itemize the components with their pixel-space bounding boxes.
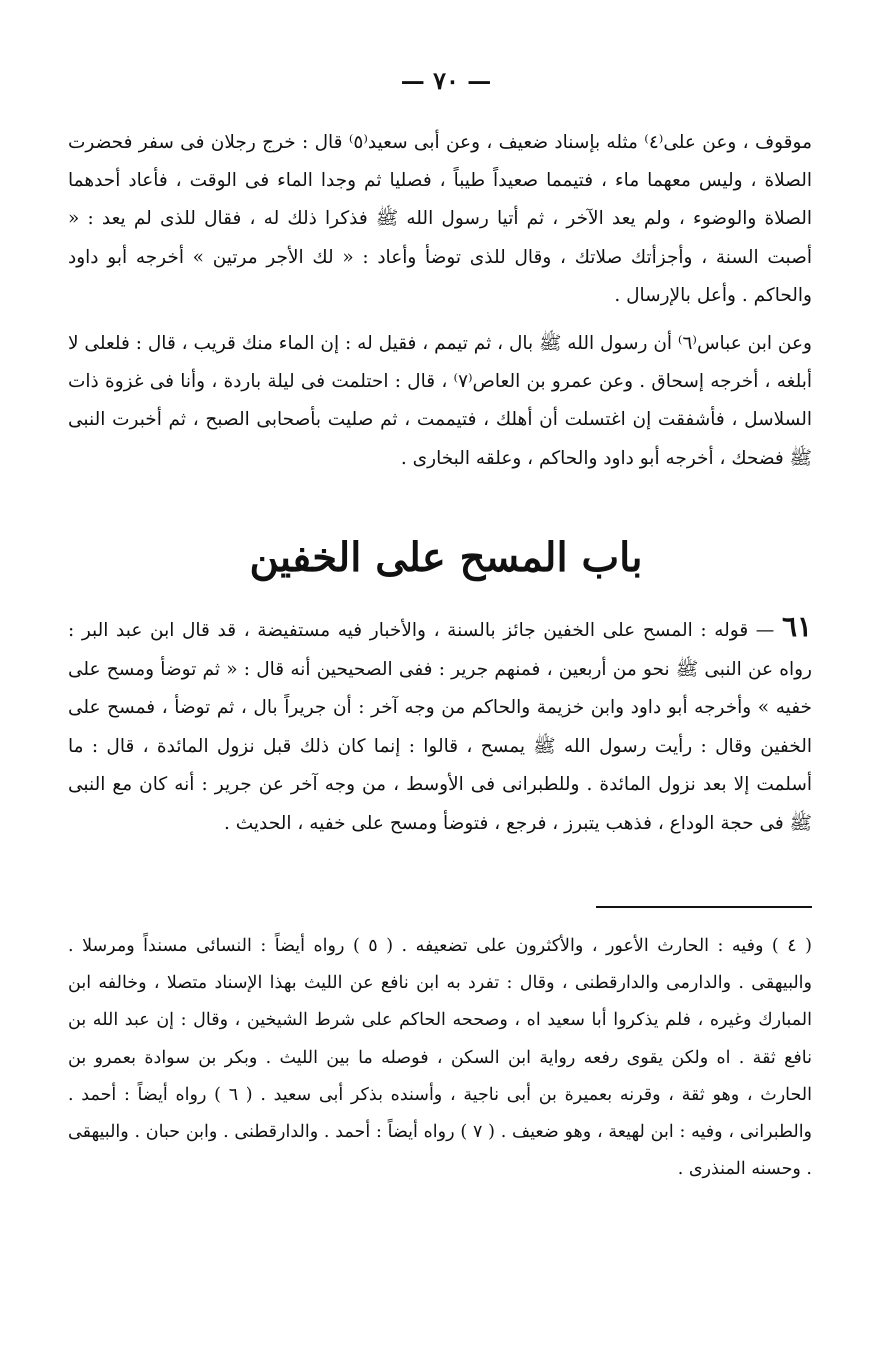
entry-paragraph	[68, 608, 812, 843]
entry-61	[68, 608, 812, 843]
paragraph: وعن ابن عباس⁽٦⁾ أن رسول الله ﷺ بال ، ثم تيمم ، فقيل له : إن الماء منك قريب ، قال : فلعلى لا أبلغه ، أخرجه إسحاق . وعن عمرو بن العاص⁽٧⁾ ، قال : احتلمت فى ليلة باردة ، وأنا فى غزوة ذات السلاسل ، فأشفقت إن اغتسلت أن أهلك ، فتيممت ، ثم صليت بأصحابى الصبح ، ثم أخبرت النبى ﷺ فضحك ، أخرجه أبو داود والحاكم ، وعلقه البخارى .	[68, 333, 813, 469]
entry-text: قوله : المسح على الخفين جائز بالسنة ، والأخبار فيه مستفيضة ، قد قال ابن عبد البر : رواه عن النبى ﷺ نحو من أربعين ، فمنهم جرير : ففى الصحيحين أنه قال : « ثم توضأ ومسح على خفيه » وأخرجه أبو داود وابن خزيمة والحاكم من وجه آخر : أن جريراً بال ، ثم توضأ ، فمسح على الخفين وقال : رأيت رسول الله ﷺ يمسح ، قالوا : إنما كان ذلك قبل نزول المائدة ، قال : ما أسلمت إلا بعد نزول المائدة . وللطبرانى فى الأوسط ، من وجه آخر عن جرير : أنه كان مع النبى ﷺ فى حجة الوداع ، فذهب يتبرز ، فرجع ، فتوضأ ومسح على خفيه ، الحديث .	[68, 620, 812, 834]
section-heading: باب المسح على الخفين	[249, 534, 643, 581]
page-number: — ٧٠ —	[400, 66, 492, 95]
paragraph: موقوف ، وعن على⁽٤⁾ مثله بإسناد ضعيف ، وعن أبى سعيد⁽٥⁾ قال : خرج رجلان فى سفر فحضرت الصلاة ، وليس معهما ماء ، فتيمما صعيداً طيباً ، فصليا ثم وجدا الماء فى الوقت ، فأعاد أحدهما الصلاة والوضوء ، ولم يعد الآخر ، ثم أتيا رسول الله ﷺ فذكرا ذلك له ، فقال للذى لم يعد : « أصبت السنة ، وأجزأتك صلاتك ، وقال للذى توضأ وأعاد : « لك الأجر مرتين » أخرجه أبو داود والحاكم . وأعل بالإرسال .	[68, 132, 812, 306]
entry-number: ٦١	[781, 610, 813, 643]
footnote-divider	[596, 906, 812, 908]
entry-dash: —	[748, 620, 782, 641]
footnotes-text: ( ٤ ) وفيه : الحارث الأعور ، والأكثرون على تضعيفه . ( ٥ ) رواه أيضاً : النسائى مسنداً ومرسلا . والبيهقى . والدارمى والدارقطنى ، وقال : تفرد به ابن نافع عن الليث بهذا الإسناد متصلا ، وخالفه ابن المبارك وغيره ، فلم يذكروا أبا سعيد اه ، وصححه الحاكم على شرط الشيخين ، وقال : إن عبد الله بن نافع ثقة . اه ولكن يقوى رفعه رواية ابن السكن ، فوصله ما بين الليث . وبكر بن سوادة بعمرو بن الحارث ، وهو ثقة ، وقرنه بعميرة بن أبى ناجية ، وأسنده بذكر أبى سعيد . ( ٦ ) رواه أيضاً : أحمد . والطبرانى ، وفيه : ابن لهيعة ، وهو ضعيف . ( ٧ ) رواه أيضاً : أحمد . والدارقطنى . وابن حبان . والبيهقى . وحسنه المنذرى .	[68, 936, 813, 1180]
footnotes	[68, 928, 812, 1188]
main-text	[68, 124, 812, 478]
